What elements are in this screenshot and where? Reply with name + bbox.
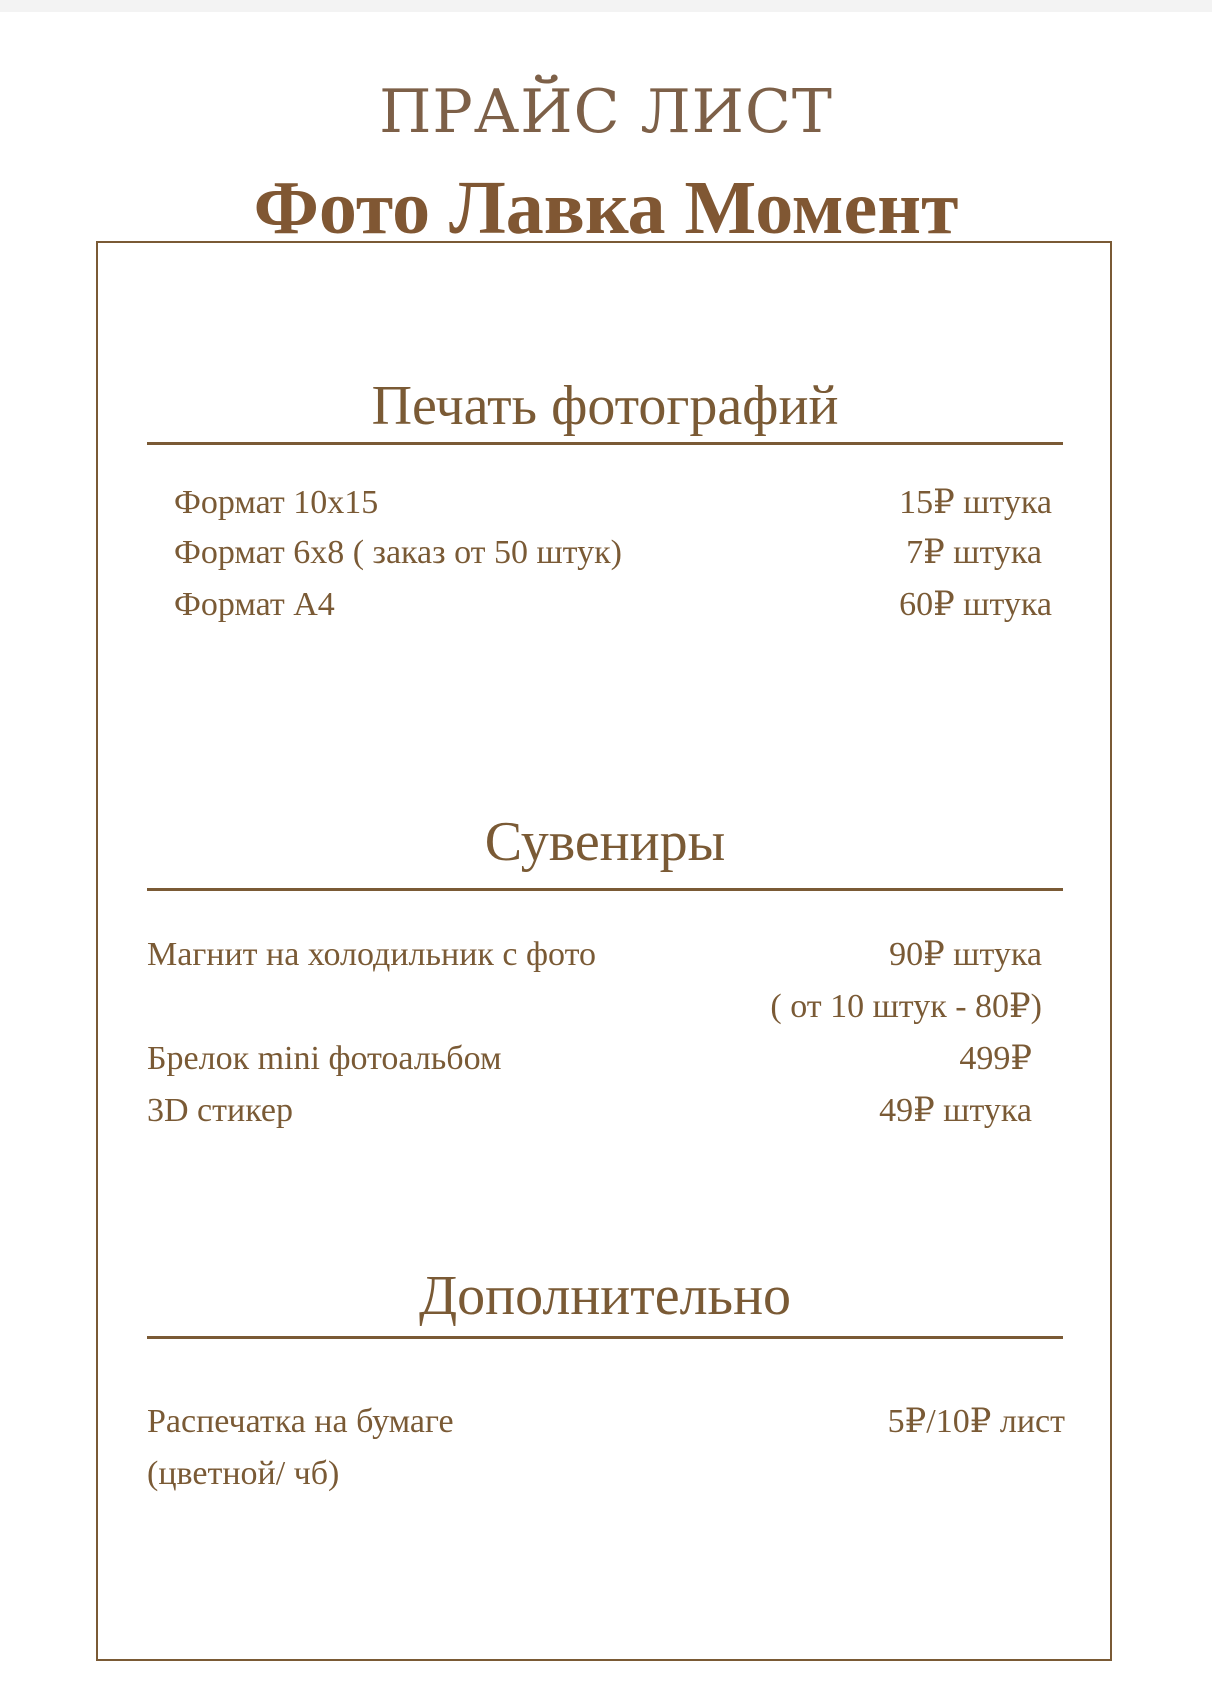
item-name: Формат 6х8 ( заказ от 50 штук) (174, 534, 622, 571)
item-name: Формат А4 (174, 586, 335, 623)
item-price: 5₽/10₽ лист (887, 1403, 1065, 1440)
item-price: 7₽ штука (906, 534, 1042, 571)
item-price: 49₽ штука (879, 1092, 1032, 1129)
section-title-additional: Дополнительно (418, 1265, 792, 1327)
item-name: Формат 10х15 (174, 484, 379, 521)
item-price: 15₽ штука (899, 484, 1052, 521)
item-name: Брелок mini фотоальбом (147, 1040, 502, 1077)
item-price: 60₽ штука (899, 586, 1052, 623)
top-strip (0, 0, 1212, 12)
item-price-note: ( от 10 штук - 80₽) (770, 988, 1042, 1025)
item-name: 3D стикер (147, 1092, 293, 1129)
item-name: Распечатка на бумаге (147, 1403, 454, 1440)
price-list-label: ПРАЙС ЛИСТ (379, 77, 833, 147)
item-price: 90₽ штука (889, 936, 1042, 973)
section-title-souvenirs: Сувениры (484, 811, 726, 873)
section-title-photo-print: Печать фотографий (371, 375, 839, 437)
item-price: 499₽ (959, 1040, 1032, 1077)
item-name-note: (цветной/ чб) (147, 1455, 340, 1492)
shop-name-title: Фото Лавка Момент (253, 166, 959, 250)
section-divider (147, 888, 1063, 891)
section-divider (147, 1336, 1063, 1339)
item-name: Магнит на холодильник с фото (147, 936, 597, 973)
section-divider (147, 442, 1063, 445)
